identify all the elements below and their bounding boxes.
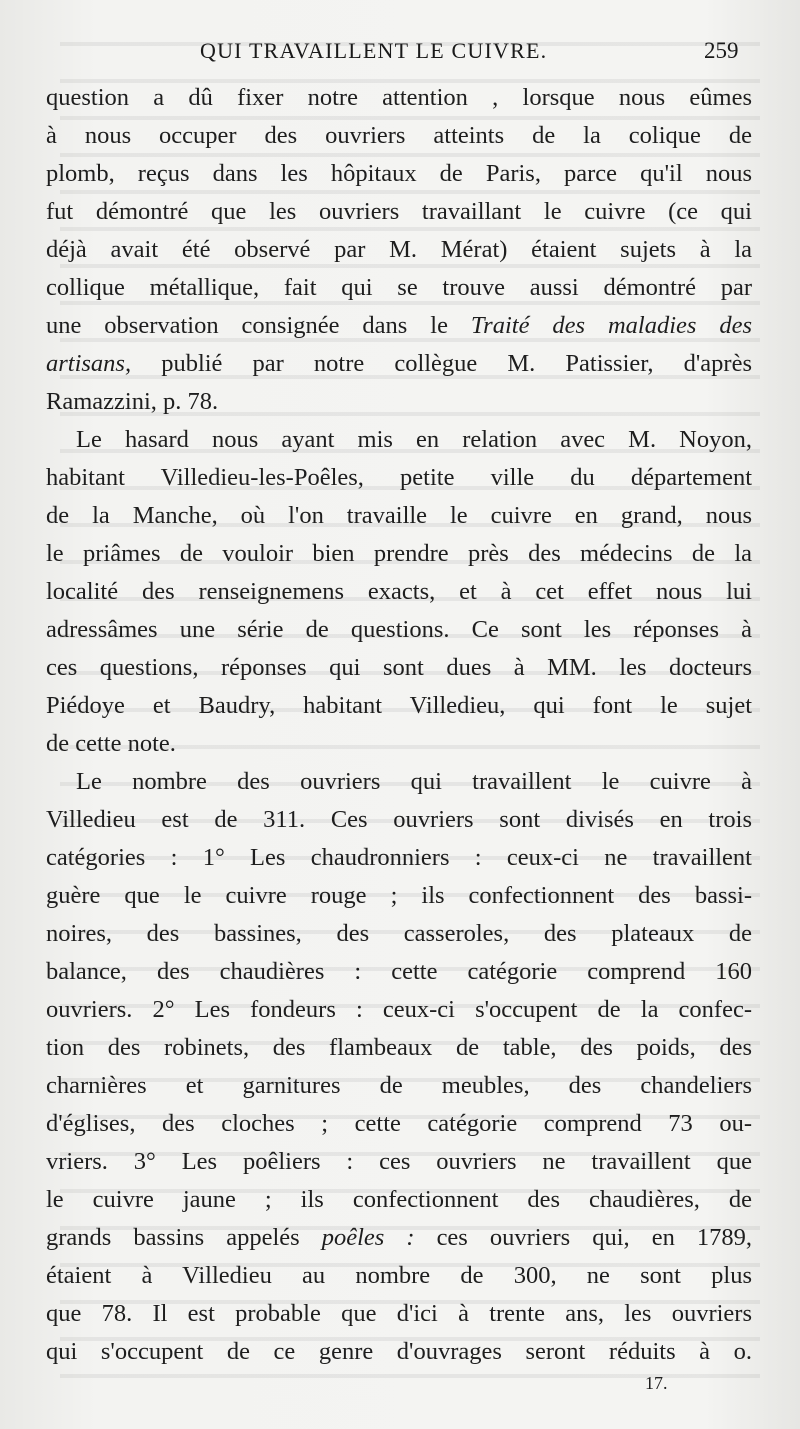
text-line: Villedieu est de 311. Ces ouvriers sont divisés en trois [46, 806, 752, 833]
text-fragment: ces ouvriers qui, en 1789, [436, 1224, 752, 1251]
text-line: localité des renseignemens exacts, et à cet effet nous lui [46, 578, 752, 605]
text-line-with-term [46, 1226, 752, 1251]
text-line: qui s'occupent de ce genre d'ouvrages seront réduits à o. [46, 1338, 752, 1365]
text-line: Le hasard nous ayant mis en relation avec M. Noyon, [76, 426, 752, 453]
text-line: le cuivre jaune ; ils confectionnent des chaudières, de [46, 1186, 752, 1213]
italic-term: poêles : [321, 1224, 415, 1251]
text-line: guère que le cuivre rouge ; ils confectionnent des bassi- [46, 882, 752, 909]
text-line: fut démontré que les ouvriers travaillant le cuivre (ce qui [46, 198, 752, 225]
text-line: ouvriers. 2° Les fondeurs : ceux-ci s'occupent de la confec- [46, 996, 752, 1023]
running-head: QUI TRAVAILLENT LE CUIVRE. [200, 38, 548, 63]
text-line: déjà avait été observé par M. Mérat) étaient sujets à la [46, 236, 752, 263]
text-line: étaient à Villedieu au nombre de 300, ne sont plus [46, 1262, 752, 1289]
text-fragment: publié par notre collègue M. Patissier, d'après [161, 350, 753, 377]
text-line: Piédoye et Baudry, habitant Villedieu, qui font le sujet [46, 692, 752, 719]
text-line: que 78. Il est probable que d'ici à trente ans, les ouvriers [46, 1300, 752, 1327]
book-title-end: artisans, [46, 350, 132, 377]
text-line: à nous occuper des ouvriers atteints de la colique de [46, 122, 752, 149]
text-line: Le nombre des ouvriers qui travaillent le cuivre à [76, 768, 752, 795]
text-line: de la Manche, où l'on travaille le cuivre en grand, nous [46, 502, 752, 529]
text-line: Ramazzini, p. 78. [46, 388, 219, 415]
text-line: ces questions, réponses qui sont dues à MM. les docteurs [46, 654, 752, 681]
text-line: de cette note. [46, 730, 176, 757]
text-fragment: une observation consignée dans le [46, 312, 448, 339]
text-line: question a dû fixer notre attention , lorsque nous eûmes [46, 84, 752, 111]
text-line-with-title [46, 352, 752, 377]
page-number: 259 [704, 38, 739, 63]
text-line: collique métallique, fait qui se trouve aussi démontré par [46, 274, 752, 301]
book-title: Traité des maladies des [470, 312, 753, 339]
text-line: adressâmes une série de questions. Ce sont les réponses à [46, 616, 752, 643]
text-line: charnières et garnitures de meubles, des chandeliers [46, 1072, 752, 1099]
text-line: le priâmes de vouloir bien prendre près des médecins de la [46, 540, 752, 567]
signature-mark: 17. [645, 1373, 668, 1393]
text-line: tion des robinets, des flambeaux de table, des poids, des [46, 1034, 752, 1061]
text-line: catégories : 1° Les chaudronniers : ceux-ci ne travaillent [46, 844, 752, 871]
text-line: balance, des chaudières : cette catégorie comprend 160 [46, 958, 752, 985]
text-line: habitant Villedieu-les-Poêles, petite ville du département [46, 464, 752, 491]
text-line: noires, des bassines, des casseroles, des plateaux de [46, 920, 752, 947]
text-fragment: grands bassins appelés [46, 1224, 300, 1251]
text-line: plomb, reçus dans les hôpitaux de Paris, parce qu'il nous [46, 160, 752, 187]
text-line: vriers. 3° Les poêliers : ces ouvriers ne travaillent que [46, 1148, 752, 1175]
text-line: d'églises, des cloches ; cette catégorie comprend 73 ou- [46, 1110, 752, 1137]
text-line-with-title [46, 314, 752, 339]
